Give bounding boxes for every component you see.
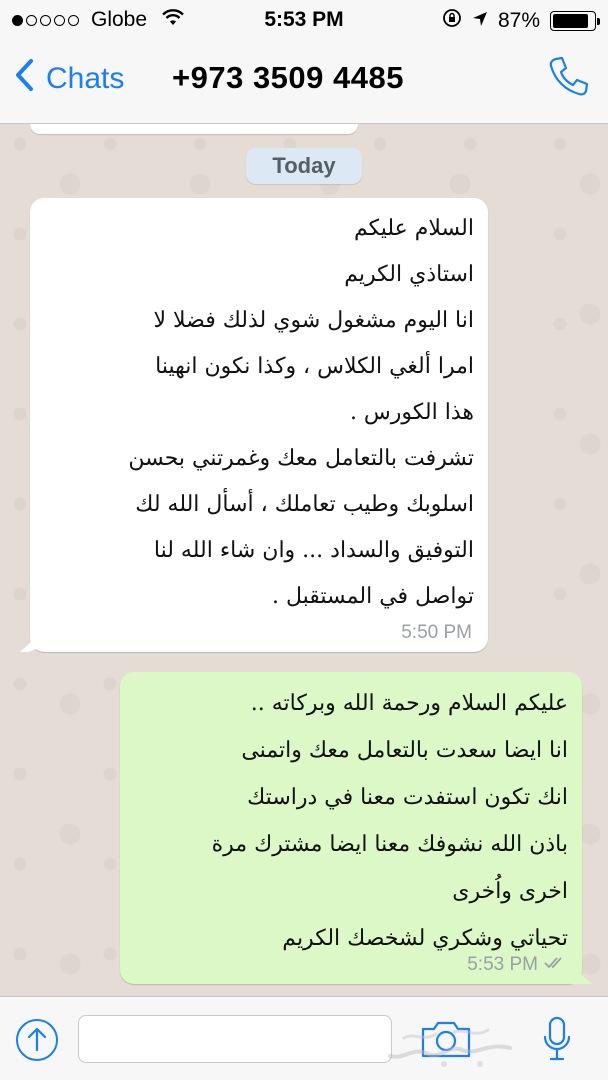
message-line: عليكم السلام ورحمة الله وبركاته .. [250, 691, 568, 716]
contact-title[interactable]: +973 3509 4485 [172, 60, 404, 95]
input-bar [0, 996, 608, 1080]
message-line: اخرى واُخرى [452, 879, 568, 904]
message-line: انك تكون استفدت معنا في دراستك [247, 785, 568, 810]
previous-message-bubble [30, 124, 358, 134]
chat-area[interactable] [0, 124, 608, 996]
microphone-icon [542, 1048, 572, 1067]
message-meta [467, 954, 568, 976]
message-line: استاذي الكريم [344, 262, 474, 287]
status-right [442, 8, 596, 34]
voice-call-button[interactable] [546, 54, 590, 102]
date-badge: Today [246, 148, 362, 184]
incoming-message-bubble[interactable] [30, 198, 488, 652]
share-icon [14, 1048, 60, 1067]
message-meta [401, 622, 472, 644]
microphone-button[interactable] [542, 1015, 572, 1067]
outgoing-message-bubble[interactable] [120, 672, 582, 984]
battery-percent: 87% [497, 9, 540, 32]
back-label: Chats [46, 62, 125, 95]
location-arrow-icon [472, 9, 488, 33]
back-to-chats-button[interactable] [14, 58, 124, 100]
message-time: 5:50 PM [401, 622, 472, 643]
message-line: باذن الله نشوفك معنا ايضا مشترك مرة [211, 832, 568, 857]
rotation-lock-icon [442, 8, 462, 34]
message-line: اسلوبك وطيب تعاملك ، أسأل الله لك [135, 492, 474, 517]
battery-level [553, 14, 588, 28]
message-line: هذا الكورس . [349, 400, 474, 425]
message-line: تشرفت بالتعامل معك وغمرتني بحسن [128, 446, 474, 471]
double-check-icon [544, 954, 568, 976]
status-bar [0, 0, 608, 40]
share-button[interactable] [14, 1017, 60, 1067]
message-line: تواصل في المستقبل . [272, 584, 474, 609]
message-line: انا ايضا سعدت بالتعامل معك واتمنى [241, 738, 568, 763]
message-line: التوفيق والسداد ... وان شاء الله لنا [153, 538, 474, 563]
message-line: انا اليوم مشغول شوي لذلك فضلا لا [153, 308, 474, 333]
message-input[interactable] [78, 1015, 392, 1063]
status-time: 5:53 PM [264, 8, 344, 31]
message-line: تحياتي وشكري لشخصك الكريم [282, 926, 568, 951]
phone-icon [546, 83, 590, 102]
battery-icon [550, 11, 596, 31]
chevron-left-icon [14, 58, 34, 100]
watermark-logo [384, 1016, 516, 1072]
navigation-bar [0, 40, 608, 124]
carrier-name: Globe [91, 8, 148, 31]
message-line: السلام عليكم [353, 216, 474, 241]
message-time: 5:53 PM [467, 954, 538, 975]
message-line: امرا ألغي الكلاس ، وكذا نكون انهينا [155, 354, 474, 379]
